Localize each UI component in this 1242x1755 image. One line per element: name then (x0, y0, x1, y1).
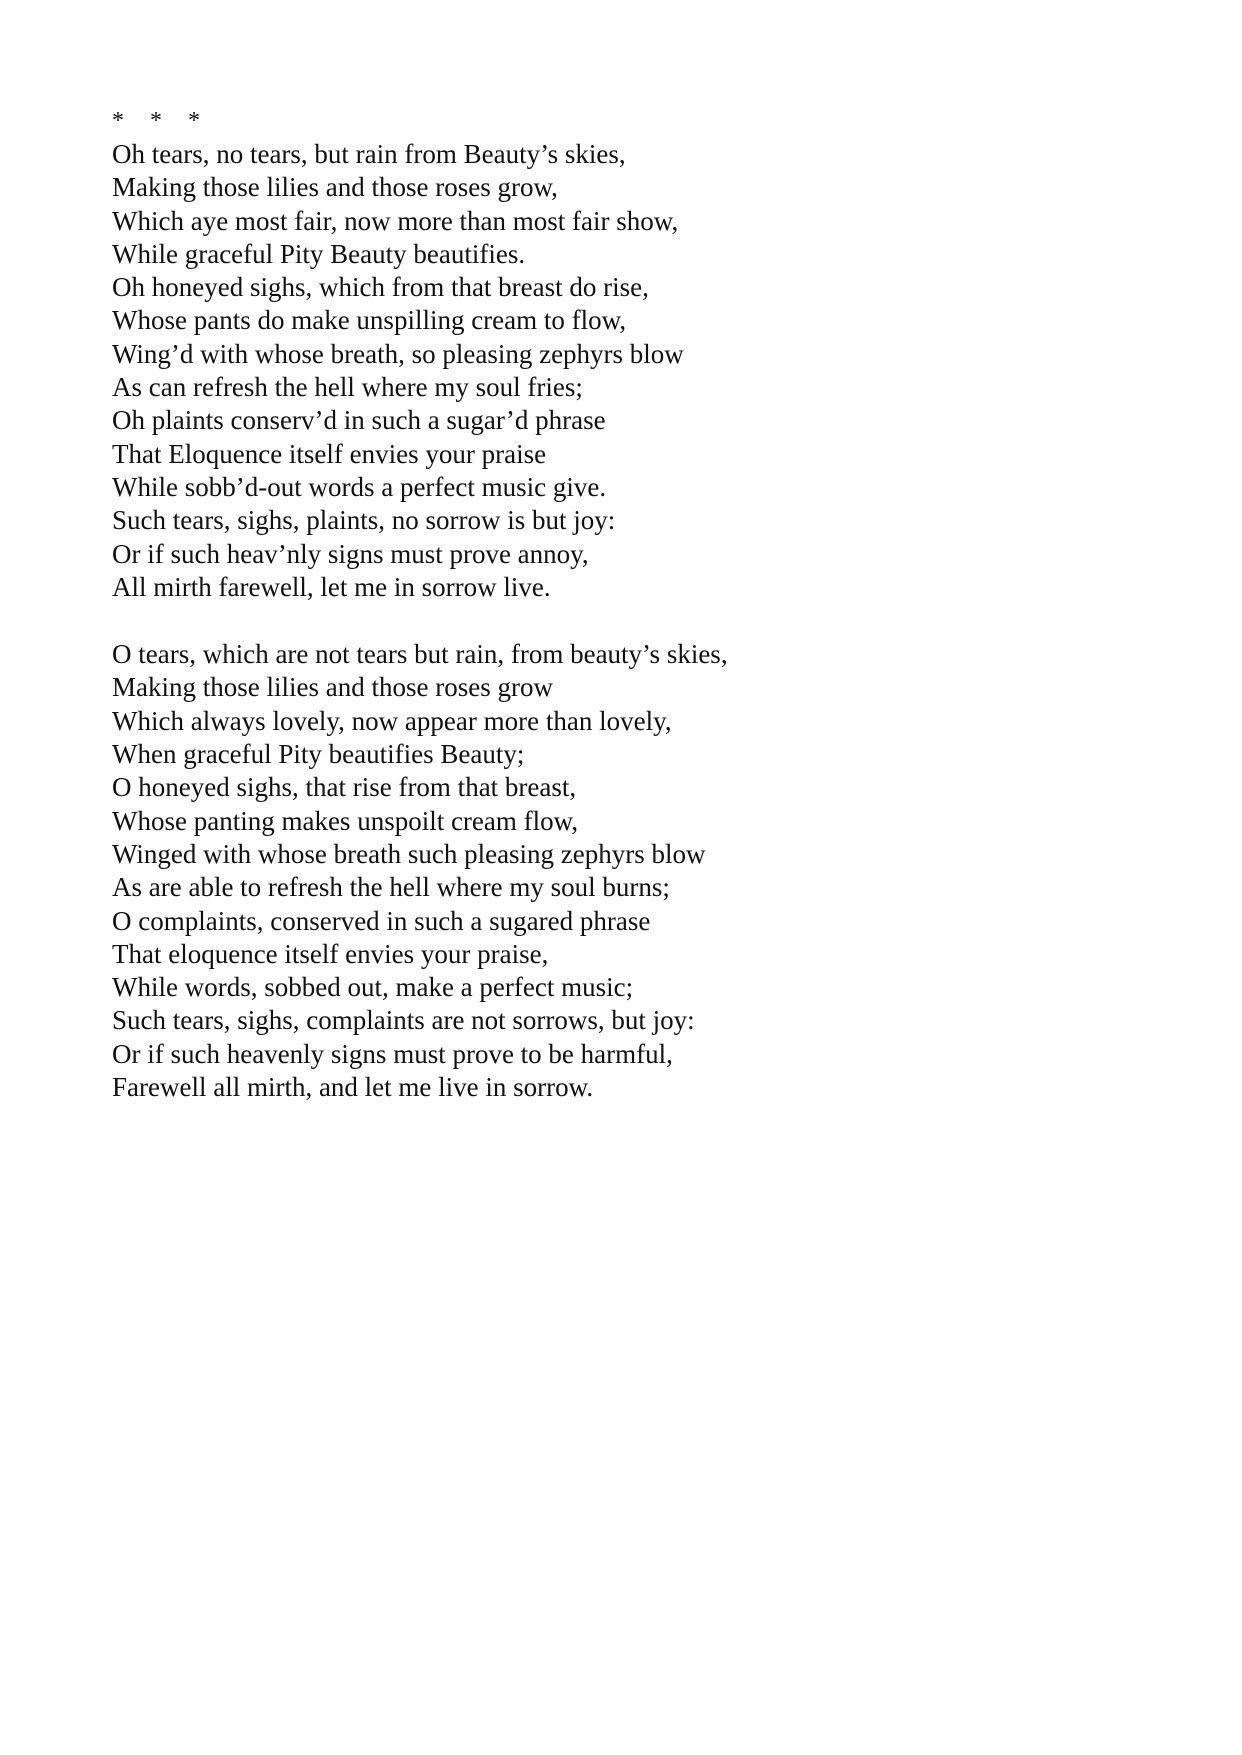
paraphrase-line: Or if such heavenly signs must prove to be harmful, (112, 1038, 673, 1069)
paraphrase-line: When graceful Pity beautifies Beauty; (112, 739, 525, 770)
paraphrase-line: While words, sobbed out, make a perfect music; (112, 972, 634, 1003)
poem-line: While sobb’d-out words a perfect music give. (112, 471, 607, 502)
paraphrase-line: O complaints, conserved in such a sugared phrase (112, 905, 651, 936)
paraphrase-line: Farewell all mirth, and let me live in sorrow. (112, 1072, 594, 1103)
paraphrase-line: As are able to refresh the hell where my soul burns; (112, 872, 670, 903)
paraphrase-line: Winged with whose breath such pleasing zephyrs blow (112, 838, 706, 869)
poem-line: Oh honeyed sighs, which from that breast do rise, (112, 272, 649, 303)
poem-line: Oh plaints conserv’d in such a sugar’d phrase (112, 405, 606, 436)
section-separator: * * * (112, 108, 210, 134)
poem-line: That Eloquence itself envies your praise (112, 438, 547, 469)
poem-line: Which aye most fair, now more than most fair show, (112, 205, 679, 236)
paraphrase-line: Which always lovely, now appear more than lovely, (112, 705, 672, 736)
poem-line: Making those lilies and those roses grow, (112, 172, 558, 203)
poem-line: While graceful Pity Beauty beautifies. (112, 238, 526, 269)
paraphrase-line: That eloquence itself envies your praise, (112, 938, 549, 969)
paraphrase-line: O honeyed sighs, that rise from that breast, (112, 772, 577, 803)
paraphrase-line: Making those lilies and those roses grow (112, 672, 553, 703)
poem-line: Wing’d with whose breath, so pleasing zephyrs blow (112, 338, 684, 369)
poem-line: Or if such heav’nly signs must prove annoy, (112, 538, 589, 569)
paraphrase-line: Such tears, sighs, complaints are not sorrows, but joy: (112, 1005, 695, 1036)
original-poem (112, 138, 1192, 604)
poem-line: Oh tears, no tears, but rain from Beauty’s skies, (112, 139, 626, 169)
paraphrase-poem (112, 638, 1192, 1104)
paraphrase-line: O tears, which are not tears but rain, from beauty’s skies, (112, 639, 728, 670)
poem-line: Whose pants do make unspilling cream to flow, (112, 305, 627, 336)
poem-line: Such tears, sighs, plaints, no sorrow is but joy: (112, 505, 616, 536)
document-page (112, 108, 1192, 1104)
paraphrase-line: Whose panting makes unspoilt cream flow, (112, 805, 579, 836)
poem-line: All mirth farewell, let me in sorrow live. (112, 571, 551, 602)
poem-line: As can refresh the hell where my soul fries; (112, 372, 583, 403)
